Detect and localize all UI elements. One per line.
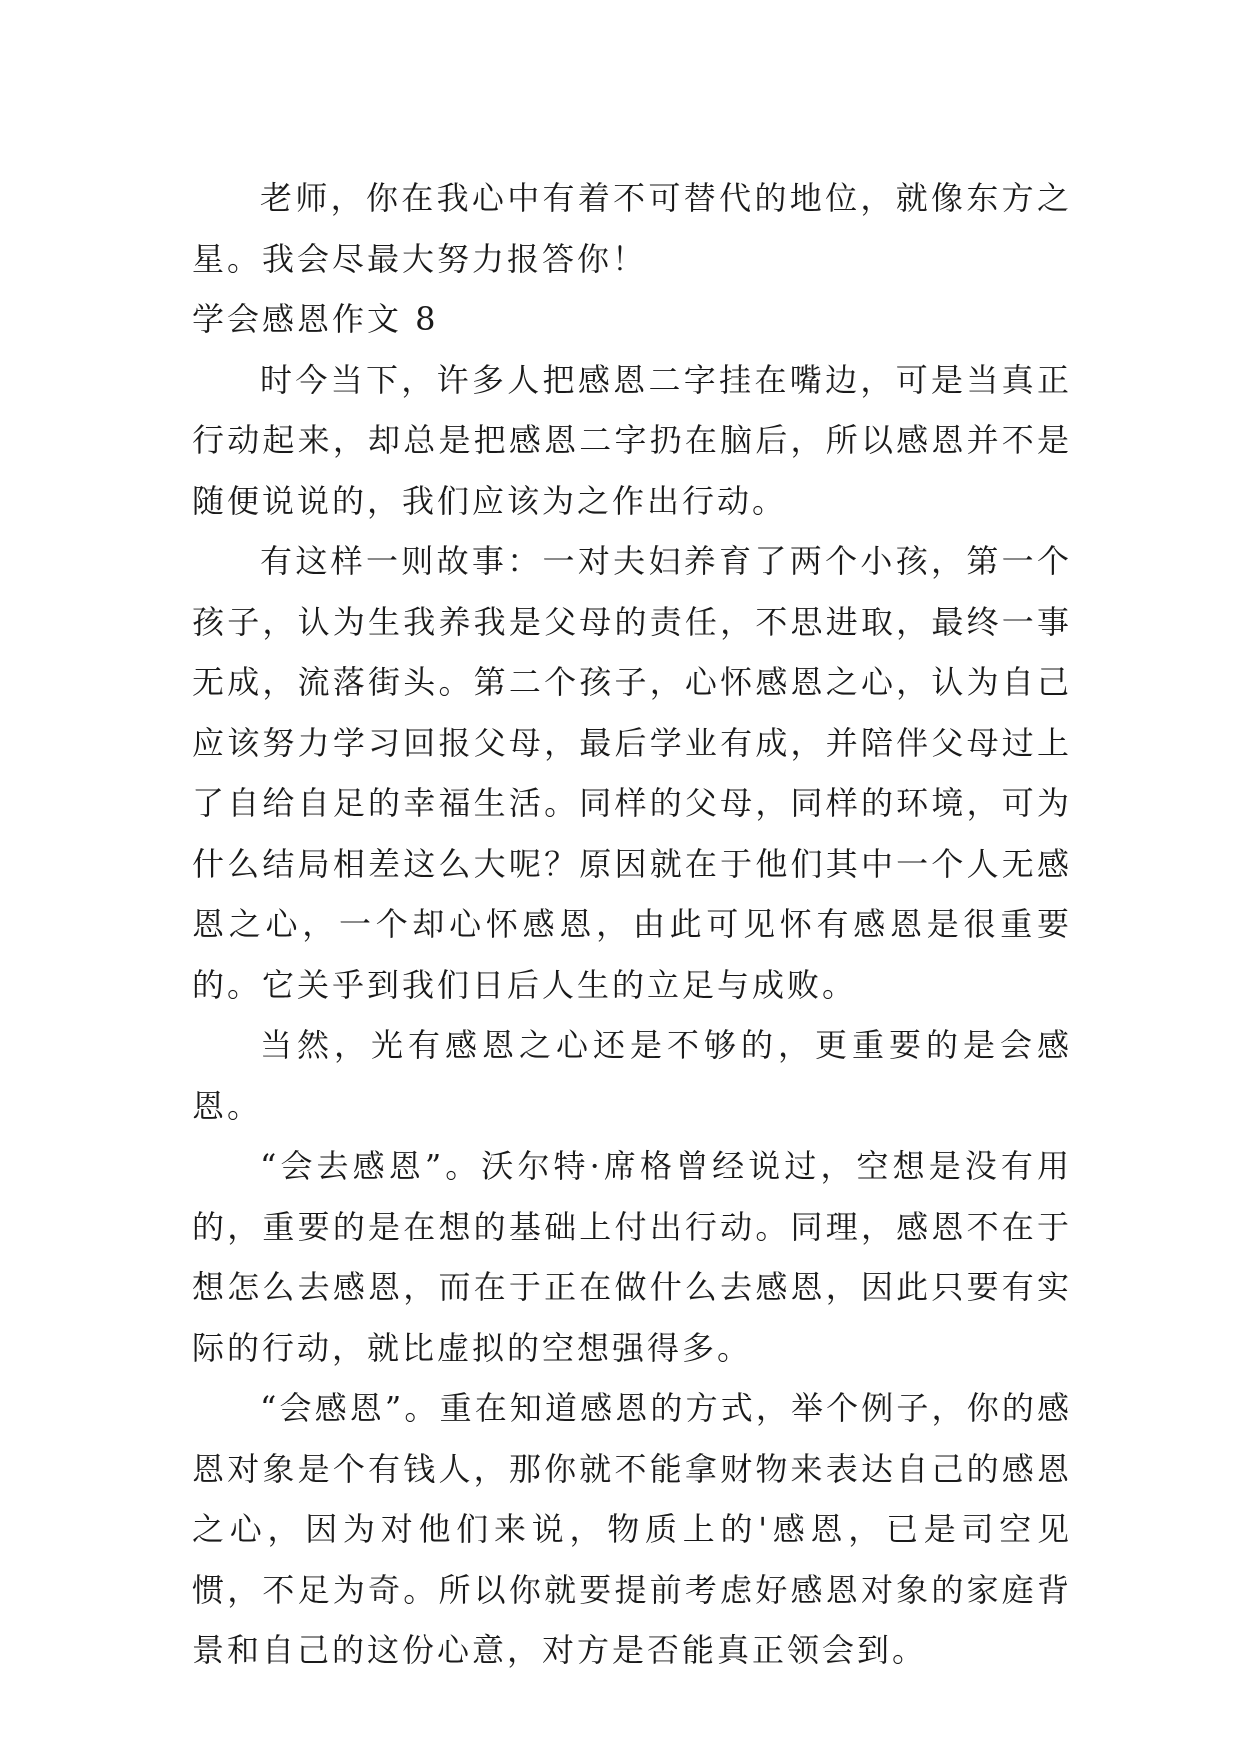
paragraph-know-how: “会感恩”。重在知道感恩的方式，举个例子，你的感恩对象是个有钱人，那你就不能拿财物来表达自己的感恩之心，因为对他们来说，物质上的'感恩，已是司空见惯，不足为奇。所以你就要提前考虑好感恩对象的家庭背景和自己的这份心意，对方是否能真正领会到。 <box>192 1389 1072 1669</box>
paragraph-story: 有这样一则故事：一对夫妇养育了两个小孩，第一个孩子，认为生我养我是父母的责任，不思进取，最终一事无成，流落街头。第二个孩子，心怀感恩之心，认为自己应该努力学习回报父母，最后学业有成，并陪伴父母过上了自给自足的幸福生活。同样的父母，同样的环境，可为什么结局相差这么大呢？原因就在于他们其中一个人无感恩之心，一个却心怀感恩，由此可见怀有感恩是很重要的。它关乎到我们日后人生的立足与成败。 <box>192 542 1072 1004</box>
paragraph-go-thank: “会去感恩”。沃尔特·席格曾经说过，空想是没有用的，重要的是在想的基础上付出行动。同理，感恩不在于想怎么去感恩，而在于正在做什么去感恩，因此只要有实际的行动，就比虚拟的空想强得多。 <box>192 1147 1072 1367</box>
paragraph-intro: 时今当下，许多人把感恩二字挂在嘴边，可是当真正行动起来，却总是把感恩二字扔在脑后，所以感恩并不是随便说说的，我们应该为之作出行动。 <box>192 360 1072 520</box>
document-body <box>192 168 1072 1681</box>
section-heading: 学会感恩作文 8 <box>192 300 439 338</box>
paragraph-transition: 当然，光有感恩之心还是不够的，更重要的是会感恩。 <box>192 1026 1072 1125</box>
paragraph-teacher: 老师，你在我心中有着不可替代的地位，就像东方之星。我会尽最大努力报答你！ <box>192 179 1072 278</box>
